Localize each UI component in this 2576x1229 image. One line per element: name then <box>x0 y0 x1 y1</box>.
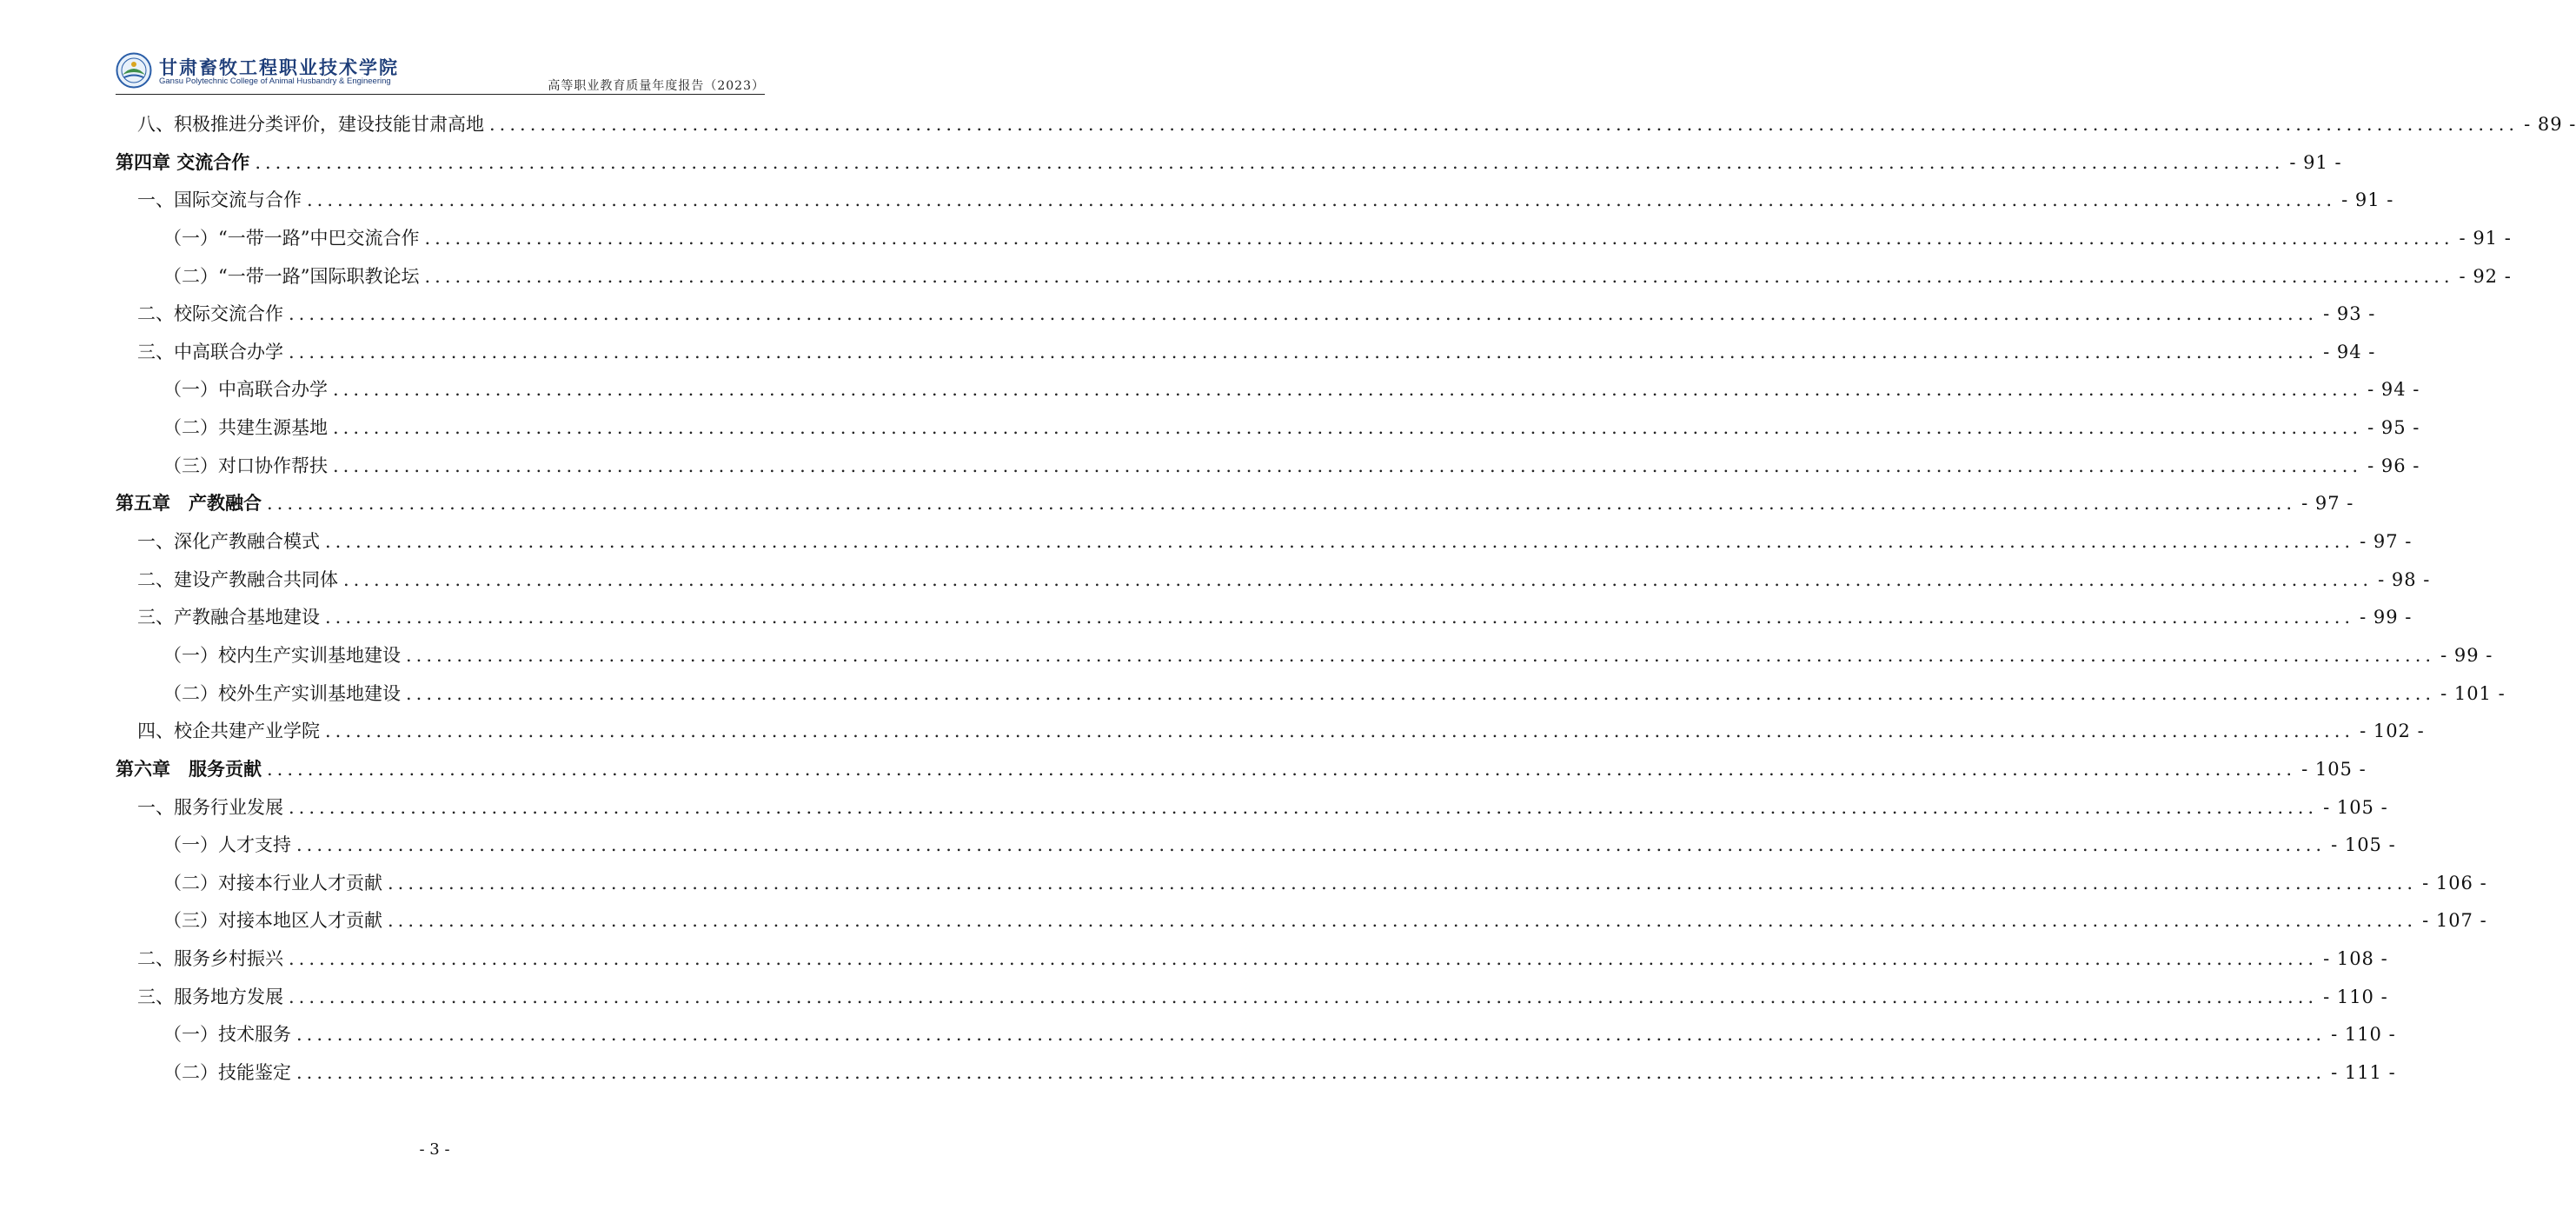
toc-entry[interactable] <box>116 599 2413 637</box>
toc-dot-leader: ........................................................................................................................................................................................................ <box>289 303 2319 325</box>
toc-dot-leader: ........................................................................................................................................................................................................ <box>307 189 2337 211</box>
toc-entry-page: - 96 - <box>2367 455 2420 476</box>
table-of-contents <box>116 106 2576 1093</box>
toc-entry-title: 第五章 产教融合 <box>116 493 262 515</box>
toc-entry[interactable] <box>116 940 2388 979</box>
toc-entry-title: （一）校内生产实训基地建设 <box>163 644 401 666</box>
toc-entry-title: 第六章 服务贡献 <box>116 758 262 780</box>
toc-entry-page: - 97 - <box>2301 493 2354 515</box>
toc-entry[interactable] <box>116 675 2506 714</box>
toc-dot-leader: ........................................................................................................................................................................................................ <box>325 607 2355 628</box>
toc-dot-leader: ........................................................................................................................................................................................................ <box>289 986 2319 1007</box>
toc-entry-title: （二）技能鉴定 <box>163 1062 291 1084</box>
toc-entry-page: - 105 - <box>2331 834 2396 856</box>
toc-entry-title: 三、中高联合办学 <box>137 341 283 362</box>
toc-entry-title: 八、积极推进分类评价，建设技能甘肃高地 <box>137 114 484 135</box>
toc-entry-title: 二、服务乡村振兴 <box>137 948 283 970</box>
toc-chapter-entry[interactable] <box>116 144 2342 183</box>
page-number: - 3 - <box>419 1140 450 1159</box>
toc-dot-leader: ........................................................................................................................................................................................................ <box>296 834 2327 856</box>
toc-dot-leader: ........................................................................................................................................................................................................ <box>388 872 2418 894</box>
toc-entry-page: - 94 - <box>2323 341 2376 362</box>
toc-entry[interactable] <box>116 902 2487 940</box>
toc-entry-title: 一、国际交流与合作 <box>137 189 302 211</box>
toc-entry[interactable] <box>116 334 2376 372</box>
toc-entry-page: - 105 - <box>2323 796 2388 818</box>
toc-entry-title: 二、建设产教融合共同体 <box>137 568 338 590</box>
header-divider <box>116 94 765 95</box>
toc-entry[interactable] <box>116 561 2431 600</box>
toc-entry-title: 四、校企共建产业学院 <box>137 721 320 742</box>
toc-entry-page: - 110 - <box>2331 1024 2396 1046</box>
toc-entry-title: （二）“一带一路”国际职教论坛 <box>163 265 420 287</box>
toc-entry-page: - 101 - <box>2440 682 2506 704</box>
toc-dot-leader: ........................................................................................................................................................................................................ <box>289 948 2319 970</box>
toc-entry-page: - 99 - <box>2440 644 2493 666</box>
toc-dot-leader: ........................................................................................................................................................................................................ <box>406 682 2436 704</box>
report-title: 高等职业教育质量年度报告（2023） <box>548 79 765 93</box>
toc-entry-page: - 97 - <box>2360 531 2413 553</box>
toc-entry-page: - 93 - <box>2323 303 2376 325</box>
toc-dot-leader: ........................................................................................................................................................................................................ <box>333 379 2363 401</box>
toc-entry-page: - 91 - <box>2341 189 2394 211</box>
toc-dot-leader: ........................................................................................................................................................................................................ <box>267 493 2297 515</box>
toc-entry-page: - 99 - <box>2360 607 2413 628</box>
toc-entry-page: - 108 - <box>2323 948 2388 970</box>
toc-entry-page: - 105 - <box>2301 758 2367 780</box>
toc-dot-leader: ........................................................................................................................................................................................................ <box>289 796 2319 818</box>
toc-entry[interactable] <box>116 827 2396 865</box>
toc-entry-title: （三）对口协作帮扶 <box>163 455 328 476</box>
toc-dot-leader: ........................................................................................................................................................................................................ <box>424 265 2454 287</box>
toc-entry-title: 三、服务地方发展 <box>137 986 283 1007</box>
toc-entry-title: （一）技术服务 <box>163 1024 291 1046</box>
toc-entry[interactable] <box>116 371 2420 409</box>
toc-dot-leader: ........................................................................................................................................................................................................ <box>255 151 2285 173</box>
toc-entry[interactable] <box>116 106 2576 144</box>
toc-entry-page: - 102 - <box>2360 721 2425 742</box>
toc-dot-leader: ........................................................................................................................................................................................................ <box>325 721 2355 742</box>
toc-entry-page: - 107 - <box>2422 910 2487 932</box>
toc-entry[interactable] <box>116 789 2388 827</box>
school-name-en: Gansu Polytechnic College of Animal Husbandry & Engineering <box>159 76 391 86</box>
toc-entry[interactable] <box>116 182 2394 220</box>
toc-entry[interactable] <box>116 409 2420 448</box>
toc-entry-title: （一）“一带一路”中巴交流合作 <box>163 227 420 249</box>
toc-entry[interactable] <box>116 448 2420 486</box>
toc-dot-leader: ........................................................................................................................................................................................................ <box>289 341 2319 362</box>
school-logo-icon <box>116 52 152 89</box>
toc-entry[interactable] <box>116 865 2487 903</box>
toc-entry[interactable] <box>116 637 2493 675</box>
toc-dot-leader: ........................................................................................................................................................................................................ <box>489 114 2520 135</box>
page-header <box>116 49 765 97</box>
toc-dot-leader: ........................................................................................................................................................................................................ <box>424 227 2454 249</box>
toc-entry-title: （一）中高联合办学 <box>163 379 328 401</box>
toc-entry[interactable] <box>116 979 2388 1017</box>
toc-dot-leader: ........................................................................................................................................................................................................ <box>333 417 2363 439</box>
toc-entry-title: 一、服务行业发展 <box>137 796 283 818</box>
toc-dot-leader: ........................................................................................................................................................................................................ <box>325 531 2355 553</box>
toc-entry-page: - 91 - <box>2289 151 2342 173</box>
toc-dot-leader: ........................................................................................................................................................................................................ <box>333 455 2363 476</box>
toc-entry-page: - 95 - <box>2367 417 2420 439</box>
toc-entry-title: （二）校外生产实训基地建设 <box>163 682 401 704</box>
toc-entry-title: （二）对接本行业人才贡献 <box>163 872 382 894</box>
toc-entry[interactable] <box>116 258 2512 296</box>
toc-chapter-entry[interactable] <box>116 485 2354 523</box>
toc-dot-leader: ........................................................................................................................................................................................................ <box>406 644 2436 666</box>
toc-entry-page: - 98 - <box>2378 568 2431 590</box>
toc-entry[interactable] <box>116 1054 2396 1093</box>
toc-entry-page: - 89 - <box>2524 114 2576 135</box>
toc-chapter-entry[interactable] <box>116 751 2367 789</box>
toc-entry-title: （三）对接本地区人才贡献 <box>163 910 382 932</box>
toc-dot-leader: ........................................................................................................................................................................................................ <box>296 1024 2327 1046</box>
toc-entry-page: - 110 - <box>2323 986 2388 1007</box>
toc-entry[interactable] <box>116 713 2425 751</box>
toc-entry-title: 三、产教融合基地建设 <box>137 607 320 628</box>
toc-entry[interactable] <box>116 1016 2396 1054</box>
toc-entry-page: - 111 - <box>2331 1062 2396 1084</box>
toc-entry-page: - 106 - <box>2422 872 2487 894</box>
toc-entry[interactable] <box>116 220 2512 258</box>
toc-entry-title: （二）共建生源基地 <box>163 417 328 439</box>
toc-entry[interactable] <box>116 523 2413 561</box>
toc-entry-page: - 92 - <box>2459 265 2512 287</box>
toc-dot-leader: ........................................................................................................................................................................................................ <box>267 758 2297 780</box>
school-name-cn: 甘肃畜牧工程职业技术学院 <box>159 57 399 78</box>
toc-entry-title: 二、校际交流合作 <box>137 303 283 325</box>
toc-entry-title: 一、深化产教融合模式 <box>137 531 320 553</box>
toc-dot-leader: ........................................................................................................................................................................................................ <box>296 1062 2327 1084</box>
toc-dot-leader: ........................................................................................................................................................................................................ <box>343 568 2374 590</box>
toc-entry-title: （一）人才支持 <box>163 834 291 856</box>
toc-entry-title: 第四章 交流合作 <box>116 151 250 173</box>
toc-entry-page: - 91 - <box>2459 227 2512 249</box>
toc-entry[interactable] <box>116 296 2376 334</box>
toc-dot-leader: ........................................................................................................................................................................................................ <box>388 910 2418 932</box>
toc-entry-page: - 94 - <box>2367 379 2420 401</box>
